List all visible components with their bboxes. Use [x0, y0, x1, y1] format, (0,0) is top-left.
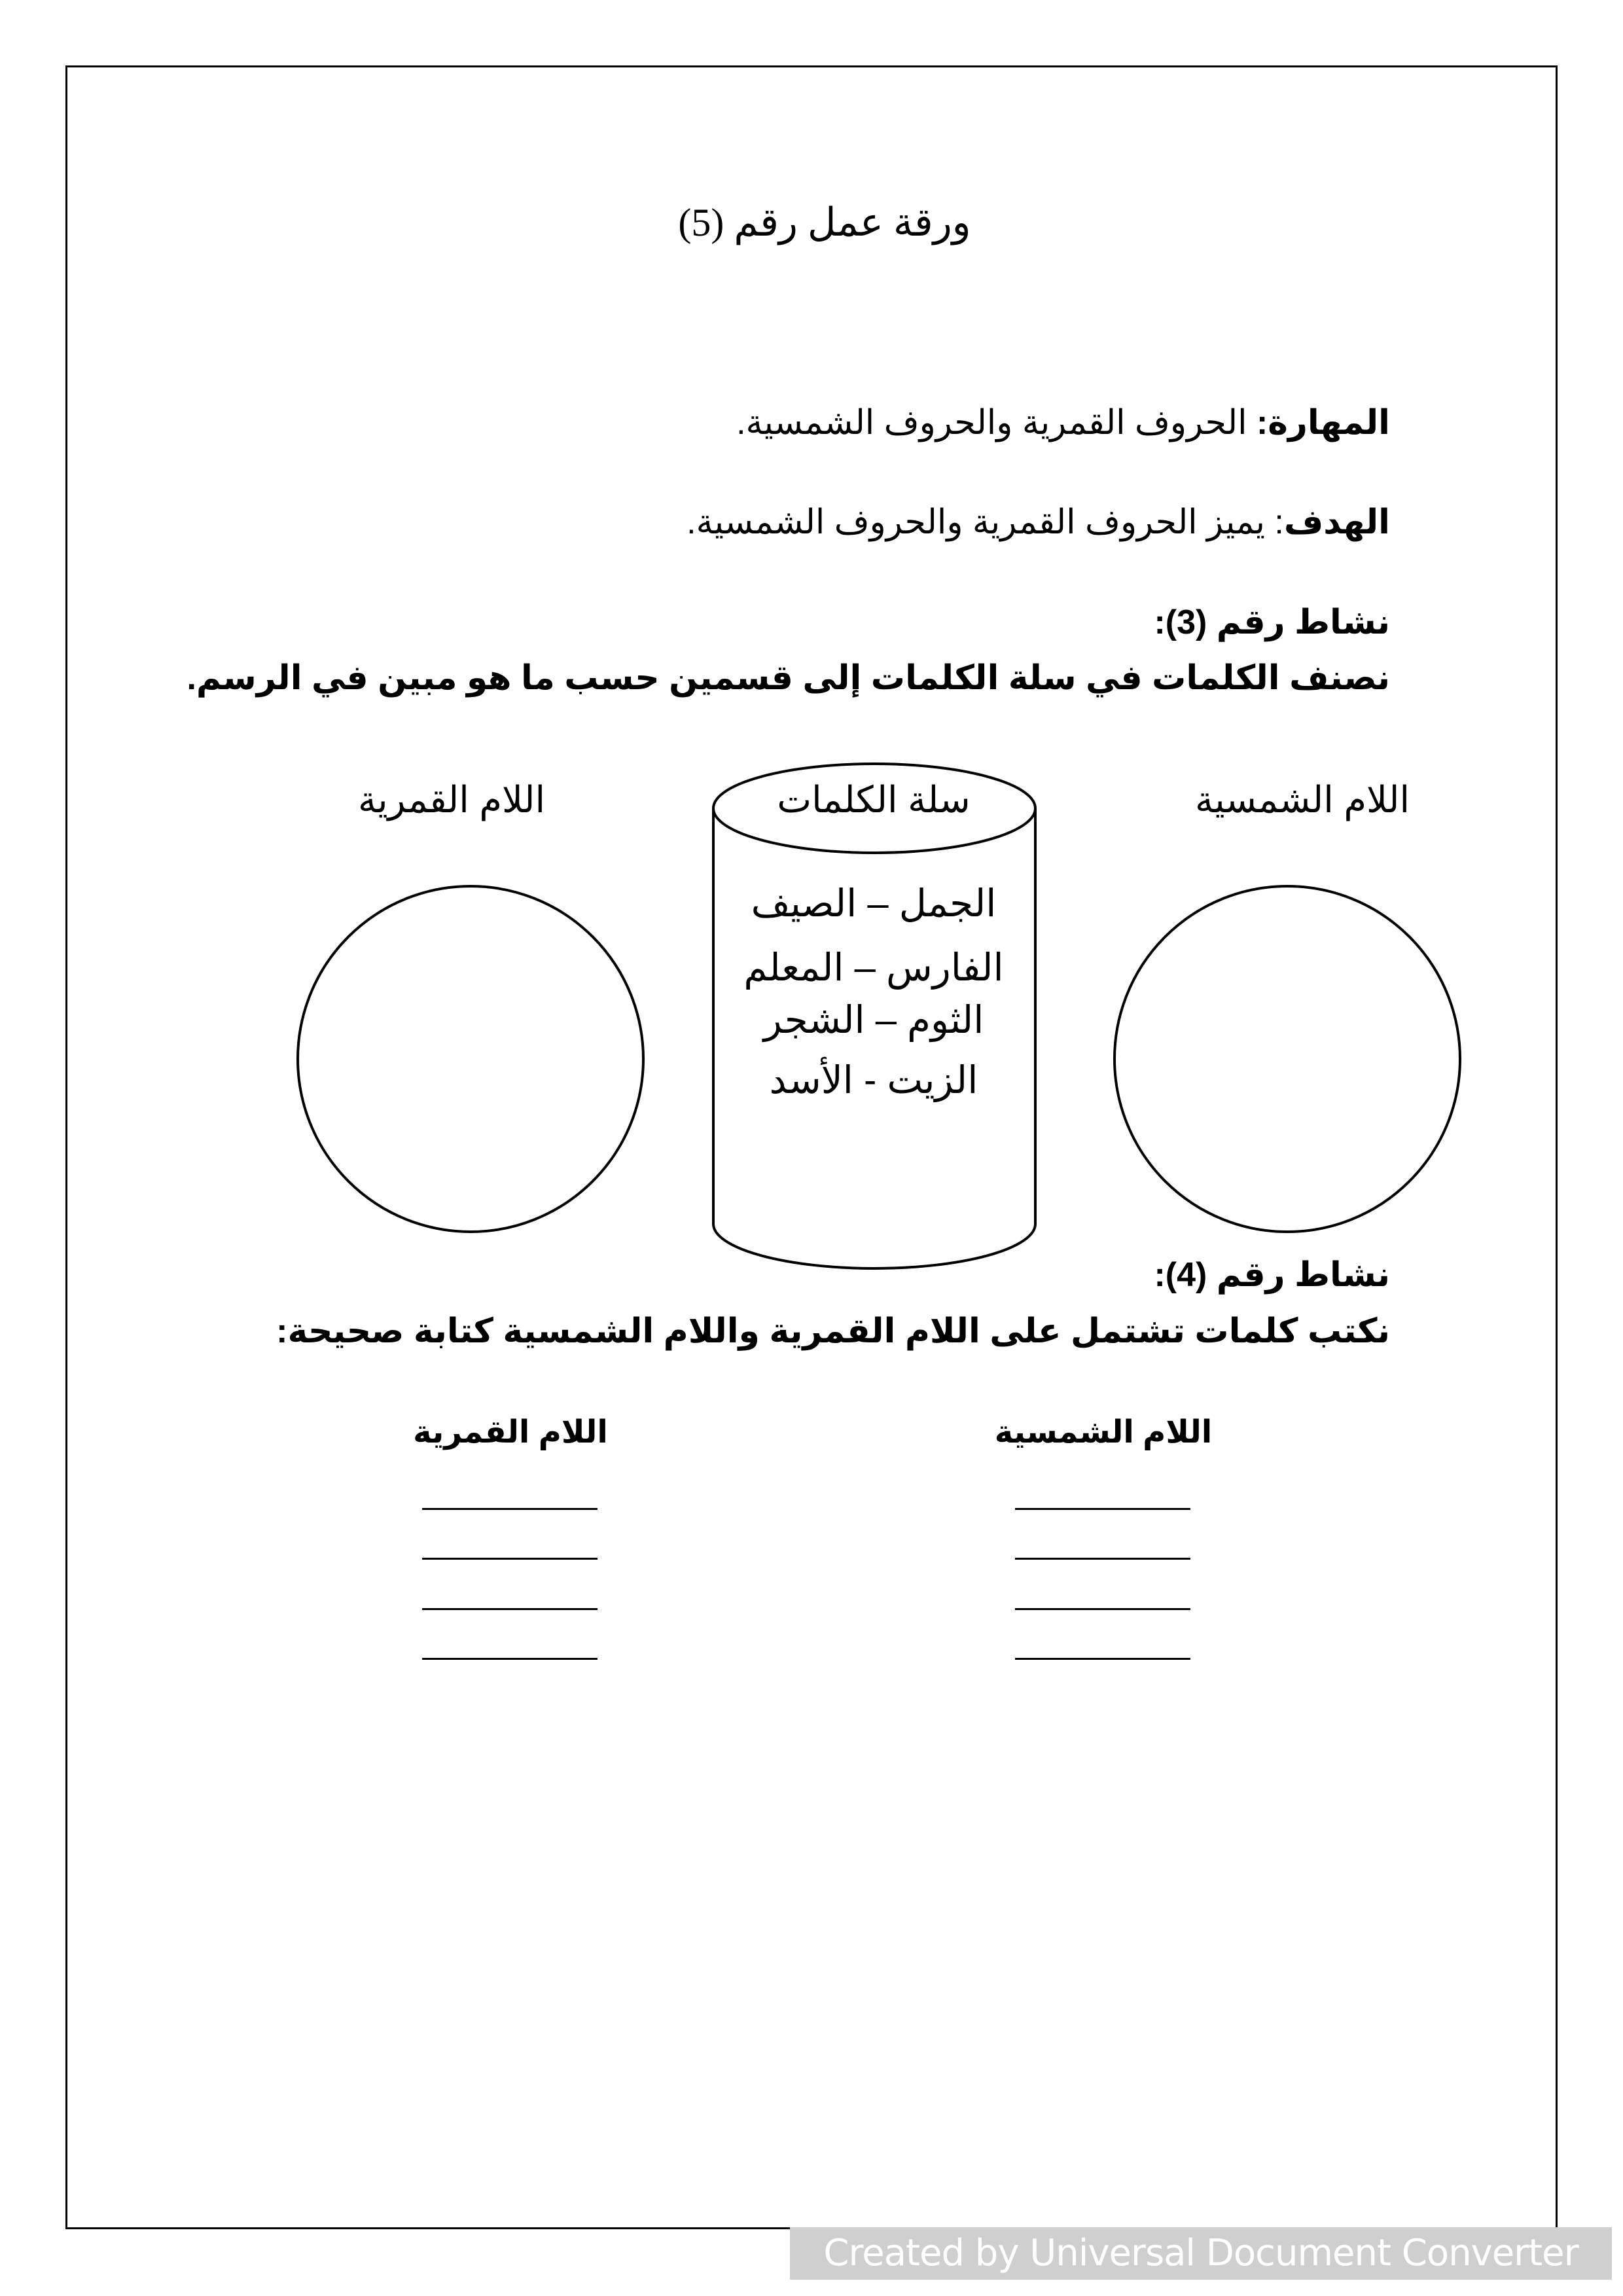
- page-border: [65, 65, 1558, 2229]
- basket-word-line: الزيت - الأسد: [769, 1059, 978, 1102]
- moon-letters-label: اللام القمرية: [357, 779, 546, 820]
- activity3-title: نشاط رقم (3):: [1154, 603, 1390, 641]
- moon-column-heading: اللام القمرية: [413, 1415, 608, 1450]
- basket-word-line: الفارس – المعلم: [743, 946, 1004, 989]
- basket-word-line: الثوم – الشجر: [763, 999, 984, 1041]
- activity4-instruction: نكتب كلمات تشتمل على اللام القمرية واللام الشمسية كتابة صحيحة:: [276, 1312, 1390, 1350]
- basket-word-line: الجمل – الصيف: [751, 882, 997, 925]
- goal-line: [687, 505, 1390, 539]
- skill-value: الحروف القمرية والحروف الشمسية.: [736, 404, 1257, 442]
- moon-answer-line[interactable]: [422, 1608, 597, 1610]
- skill-line: [736, 406, 1390, 440]
- moon-answer-line[interactable]: [422, 1658, 597, 1660]
- sun-answer-line[interactable]: [1015, 1608, 1190, 1610]
- sun-answer-line[interactable]: [1015, 1558, 1190, 1560]
- moon-answer-line[interactable]: [422, 1558, 597, 1560]
- activity3-instruction: نصنف الكلمات في سلة الكلمات إلى قسمين حسب ما هو مبين في الرسم.: [187, 659, 1390, 697]
- sun-answer-line[interactable]: [1015, 1508, 1190, 1510]
- converter-watermark: Created by Universal Document Converter: [790, 2227, 1612, 2280]
- sun-answer-line[interactable]: [1015, 1658, 1190, 1660]
- word-basket-label: سلة الكلمات: [777, 779, 971, 820]
- sun-column-heading: اللام الشمسية: [994, 1415, 1213, 1450]
- worksheet-title: ورقة عمل رقم (5): [678, 201, 971, 244]
- skill-label: المهارة:: [1256, 404, 1390, 442]
- goal-label: الهدف: [1283, 503, 1390, 541]
- moon-answer-line[interactable]: [422, 1508, 597, 1510]
- sun-letters-label: اللام الشمسية: [1194, 779, 1410, 820]
- goal-value: : يميز الحروف القمرية والحروف الشمسية.: [687, 503, 1284, 541]
- activity4-title: نشاط رقم (4):: [1154, 1256, 1390, 1294]
